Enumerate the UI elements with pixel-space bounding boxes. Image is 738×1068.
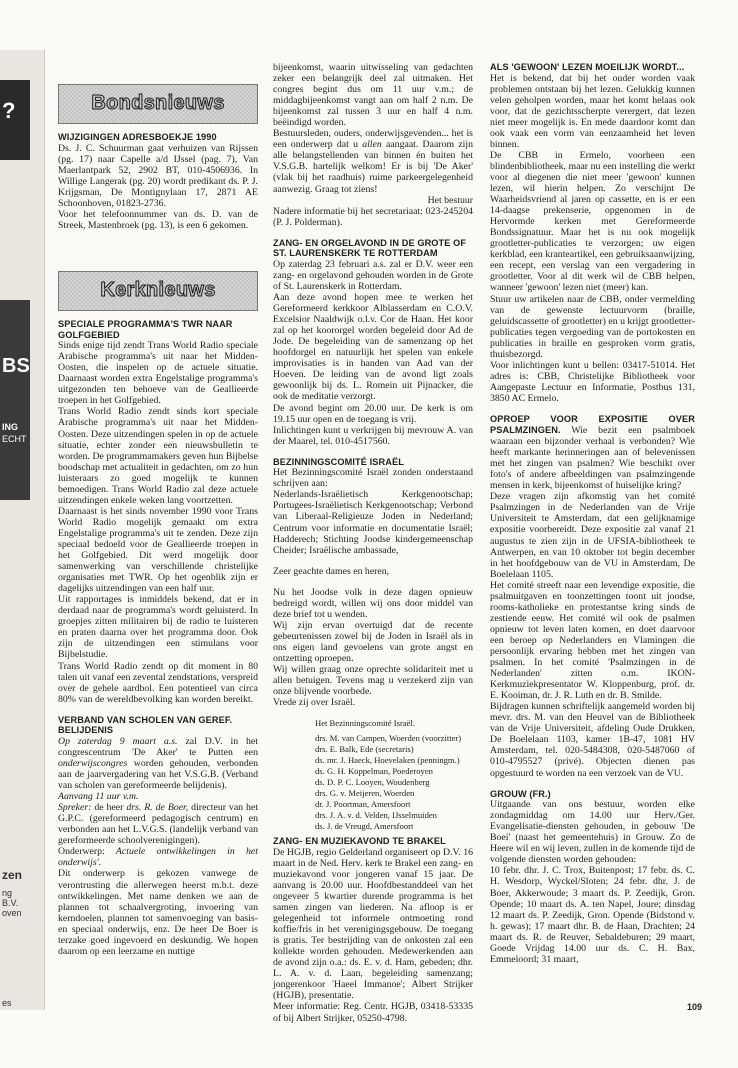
text: aangaat. Daarom zijn alle belangstellenden van binnen én buiten het V.S.G.B. hartelijk welkom! Er is bij 'De Aker' (vlak bij het raadhuis) ruime parkeergelegenheid aanwezig. Graag tot ziens! <box>273 139 474 195</box>
italic-subject: Actuele ontwikkelingen in het onderwijs'. <box>58 846 258 869</box>
paragraph: Uit rapportages is inmiddels bekend, dat er in derdaad naar de programma's wordt geluisterd. In groepjes zitten militairen bij de radio te luisteren en praten daarna over het programma door. Ook zijn de uitzendingen een stimulans voor Bijbelstudie. <box>58 594 258 661</box>
page-number: 109 <box>687 1002 703 1012</box>
edge-es: es <box>2 998 12 1008</box>
paragraph: Het Bezinningscomité Israël zonden onderstaand schrijven aan: <box>273 467 473 490</box>
signatory-line: ds. G. H. Koppelman, Poederoyen <box>315 766 433 777</box>
paragraph <box>273 128 473 194</box>
paragraph-speaker <box>58 802 258 846</box>
paragraph: Het comité streeft naar een levendige expositie, die psalmuitgaven en toonzettingen toont uit joodse, rooms-katholieke en protestantse kring sinds de zestiende eeuw. Het comité wil ook de psalmen opnieuw tot leven laten komen, en doet daarvoor een beroep op Nederlanders en Vlamingen die persoonlijk ervaring hebben met het zingen van psalmen. In het comité 'Psalmzingen in de Nederlanden' zitten o.m. IKON-Kerkmuziekpresentator W. Kloppenburg, prof. dr. E. Kooiman, dr. J. R. Luth en dr. B. Smilde. <box>490 579 695 702</box>
greeting: Zeer geachte dames en heren, <box>273 565 390 577</box>
edge-bs: BS <box>2 355 30 377</box>
paragraph: Uitgaande van ons bestuur, worden elke zondagmiddag om 14.00 uur Herv./Ger. Evangelisatie-diensten gehouden, in gebouw 'De Boei' (naast het gemeentehuis) in Grouw. Zo de Heere wil en wij leven, zullen in de komende tijd de volgende diensten worden gehouden: <box>490 799 695 866</box>
heading-gewoon-lezen: ALS 'GEWOON' LEZEN MOEILIJK WORDT... <box>490 62 685 72</box>
paragraph: De HGJB, regio Gelderland organiseert op D.V. 16 maart in de Ned. Herv. kerk te Brakel een zang- en muziekavond voor jongeren vanaf 15 jaar. De aanvang is 20.00 uur. Hoofdbestanddeel van het ongeveer 5 kwartier durende programma is het samen zingen van liederen. Na afloop is er gelegenheid tot informele ontmoeting rond koffie/fris in het verenigingsgebouw. De toegang is gratis. Ter bestrijding van de onkosten zal een kollekte worden gehouden. Medewerkenden aan de avond zijn o.a.: ds. E. v. d. Ham, gebeden; dhr. L. A. v. d. Laan, begeleiding samenzang; jongerenkoor 'Haeel Immanoe'; Albert Strijker (HGJB), presentatie. <box>273 846 473 1002</box>
paragraph: Voor inlichtingen kunt u bellen: 03417-51014. Het adres is: CBB, Christelijke Bibliotheek voor Aangepaste Lectuur en Informatie, Postbus 131, 3850 AC Ermelo. <box>490 359 695 404</box>
signatory-line: dr. J. Poortman, Amersfoort <box>315 799 411 810</box>
paragraph-time <box>58 791 258 802</box>
paragraph: Trans World Radio zendt sinds kort speciale Arabische programma's uit naar het Midden-Oosten. Deze uitzendingen spelen in op de actuele situatie, echter zonder een nieuwsbulletin te worden. De programmamakers geven hun Bijbelse boodschap met actualiteit in gedachten, om zo hun luisteraars zo goed mogelijk te kunnen bemoedigen. Trans World Radio zal deze actuele uitzendingen enkele weken lang voortzetten. <box>58 406 258 506</box>
signatory-line: ds. D. P. C. Looyen, Woudenberg <box>315 777 430 788</box>
heading-bezinningscomite: BEZINNINGSCOMITÉ ISRAËL <box>273 456 404 467</box>
paragraph: Dit onderwerp is gekozen vanwege de verontrusting die allerwegen heerst m.b.t. deze ontwikkelingen. Met name denken we aan de plannen tot schaalvergroting, invoering van kerndoelen, plannen tot samenvoeging van basis- en speciaal onderwijs, enz. De heer De Boer is terzake goed ingevoerd en deskundig. We hopen daarom op een leerzame en nuttige <box>58 868 258 957</box>
signatory-line: Het Bezinningscomité Israël. <box>315 718 415 729</box>
edge-bv: B.V. <box>2 898 19 908</box>
paragraph: Deze vragen zijn afkomstig van het comité Psalmzingen in de Nederlanden van de Vrije Universiteit te Amsterdam, dat een gelijknamige expositie voorbereidt. Deze expositie zal vanaf 21 augustus te zien zijn in de UFSIA-bibliotheek te Antwerpen, en van 10 oktober tot begin december in het hoofdgebouw van de VU in Amsterdam, De Boelelaan 1105. <box>490 491 695 580</box>
paragraph: Wij zijn ervan overtuigd dat de recente gebeurtenissen zowel bij de Joden in Israël als in ons eigen land gevoelens van grote angst en ontzetting oproepen. <box>273 619 473 664</box>
signatory-line: drs. J. A. v. d. Velden, IJsselmuiden <box>315 810 437 821</box>
paragraph-subject <box>58 846 258 868</box>
edge-zen: zen <box>2 868 23 882</box>
heading-oproep: OPROEP VOOR EXPOSITIE OVER PSALMZINGEN. <box>490 414 695 436</box>
paragraph: Stuur uw artikelen naar de CBB, onder vermelding van de gewenste lectuurvorm (braille, geluidscassette of grootletter) en u krijgt grootletter-publicaties tegen vergoeding van de portokosten en publicaties in braille en gesproken vorm gratis, thuisbezorgd. <box>490 293 695 360</box>
paragraph-congres <box>58 736 258 791</box>
heading-verband-scholen: VERBAND VAN SCHOLEN VAN GEREF. BELIJDENIS <box>58 714 233 736</box>
italic-time: Aanvang 11 uur v.m. <box>58 791 139 803</box>
heading-zang-orgelavond: ZANG- EN ORGELAVOND IN DE GROTE OF ST. LAURENSKERK TE ROTTERDAM <box>273 237 467 259</box>
text: worden gehouden, verbonden aan de jaarvergadering van het V.S.G.B. (Verband van scholen van gereformeerde belijdenis). <box>58 757 258 792</box>
paragraph: Bijdragen kunnen schriftelijk aangemeld worden bij mevr. drs. M. van den Heuvel van de Bibliotheek van de Vrije Universiteit, afdeling Oude Drukken, De Boelelaan 1103, kamer 1B-47, 1081 HV Amsterdam, tel. 020-5484308, 020-5487060 of 010-4795527 (privé). Objecten dienen pas opgestuurd te worden na een verzoek van de VU. <box>490 701 695 779</box>
paragraph: Ds. J. C. Schuurman gaat verhuizen van Rijssen (pg. 17) naar Capelle a/d IJssel (pag. 7), Van Maerlantpark 52, 2902 BT, 010-4506936. In Willige Langerak (pg. 20) wordt predikant ds. P. J. Krijgsman, De Montignylaan 17, 2871 AE Schoonhoven, 01823-2736. <box>58 142 258 209</box>
banner-kerknieuws <box>58 271 258 311</box>
paragraph: Nu het Joodse volk in deze dagen opnieuw bedreigd wordt, willen wij ons door middel van deze brief tot u wenden. <box>273 586 473 620</box>
paragraph: De avond begint om 20.00 uur. De kerk is om 19.15 uur open en de toegang is vrij. <box>273 402 473 425</box>
italic-name: drs. R. de Boer, <box>126 802 189 814</box>
italic-word: onderwijscongres <box>58 757 128 769</box>
text: zal D.V. in het congrescentrum 'De Aker' te Putten een <box>58 735 258 758</box>
italic-label: Spreker: <box>58 802 92 814</box>
adjacent-page-edge <box>0 50 45 1010</box>
paragraph: Nadere informatie bij het secretariaat: 023-245204 (P. J. Polderman). <box>273 205 473 228</box>
edge-oven: oven <box>2 908 22 918</box>
signatory-line: drs. E. Balk, Ede (secretaris) <box>315 744 414 755</box>
signature: Het bestuur <box>427 194 473 206</box>
edge-echt: ECHT <box>2 434 27 444</box>
text: Onderwerp: <box>58 846 105 858</box>
paragraph: bijeenkomst, waarin uitwisseling van gedachten zeker een belangrijk deel zal uitmaken. Het congres begint dus om 11 uur v.m.; de middagbijeenkomst vangt aan om half 2 n.m. De bijeenkomst zal tussen 3 uur en half 4 n.m. beëindigd worden. <box>273 62 473 129</box>
paragraph: Aan deze avond hopen mee te werken het Gereformeerd kerkkoor Alblasserdam en C.O.V. Excelsior Naaldwijk o.l.v. Cor de Haan. Het koor zal op het koororgel worden begeleid door Ad de Jode. De begeleiding van de samenzang op het hoofdorgel en natuurlijk het spelen van enkele improvisaties is in handen van Aad van der Hoeven. De leiding van de avond ligt zoals gewoonlijk bij ds. L. Romein uit Pijnacker, die ook de meditatie verzorgt. <box>273 292 473 403</box>
column-3 <box>490 62 695 965</box>
text: Wie bezit een psalmboek waaraan een bijzonder verhaal is verbonden? Wie heeft markante herinneringen aan of belevenissen met het zingen van psalmen? Wie beschikt over foto's of andere afbeeldingen van psalmzingende mensen in kerk, bijeenkomst of huiselijke kring? <box>490 425 695 492</box>
paragraph: Inlichtingen kunt u verkrijgen bij mevrouw A. van der Maarel, tel. 010-4517560. <box>273 424 473 447</box>
paragraph: Trans World Radio zendt op dit moment in 80 talen uit vanaf een zevental zendstations, verspreid over de gehele aardbol. Een potentieel van circa 80% van de wereldbevolking kan worden bereikt. <box>58 660 258 705</box>
paragraph: 10 febr. dhr. J. C. Trox, Buitenpost; 17 febr. ds. C. H. Wesdorp, Wyckel/Sloten; 24 febr. dhr. J. de Boer, Akkerwoude; 3 maart ds. P. Zeedijk, Gron. Opende; 10 maart ds. A. ten Napel, Joure; dinsdag 12 maart ds. P. Zeedijk, Gron. Opende (Bidstond v. h. gewas); 17 maart dhr. B. de Haan, Drachten; 24 maart ds. R. de Reuver, Sebaldeburen; 29 maart, Goede Vrijdag 14.00 uur ds. C. H. Bax, Emmeloord; 31 maart, <box>490 865 695 965</box>
heading-wijzigingen: WIJZIGINGEN ADRESBOEKJE 1990 <box>58 132 217 142</box>
heading-brakel: ZANG- EN MUZIEKAVOND TE BRAKEL <box>273 836 446 847</box>
edge-ng: ng <box>2 888 13 898</box>
banner-kerknieuws-label: Kerknieuws <box>100 279 216 302</box>
paragraph: Sinds enige tijd zendt Trans World Radio speciale Arabische programma's uit naar het Midden-Oosten, die inspelen op de actuele situatie. Daarnaast worden extra Engelstalige programma's uitgezonden ten behoeve van de Geallieerde troepen in het Golfgebied. <box>58 340 258 407</box>
paragraph: Nederlands-Israëlietisch Kerkgenootschap; Portugees-Israëlietisch Kerkgenootschap; Verbond van Liberaal-Religieuze Joden in Nederland; Centrum voor informatie en documentatie Israël; Hadderech; Stichting Joodse kindergemeenschap Cheider; Israëlische ambassade, <box>273 489 473 556</box>
heading-twr: SPECIALE PROGRAMMA'S TWR NAAR GOLFGEBIED <box>58 318 233 340</box>
column-2 <box>273 62 473 1024</box>
edge-question-mark: ? <box>2 98 16 123</box>
heading-grouw: GROUW (FR.) <box>490 788 551 799</box>
paragraph: Meer informatie: Reg. Centr. HGJB, 03418-53335 of bij Albert Strijker, 05250-4798. <box>273 1001 473 1024</box>
banner-bondsnieuws <box>58 84 258 124</box>
paragraph: De CBB in Ermelo, voorheen een blindenbibliotheek, maar nu een instelling die werkt voor al diegenen die niet meer 'gewoon' kunnen lezen, wil hierin helpen. Zo verschijnt De Waarheidsvriend al jaren op cassette, en is er een 14-daagse prekenserie, opgenomen in de Hervormde kerken met Gereformeerde Bondssignatuur. Maar het is nu ook mogelijk grootletter-publicaties te verzorgen; uw eigen kerkblad, een kranteartikel, een gebruiksaanwijzing, een recept, een verslag van een vergadering in grootletter. Voor al dit werk wil de CBB helpen, wanneer 'gewoon' lezen niet (meer) kan. <box>490 149 695 294</box>
column-1 <box>58 84 258 957</box>
signatory-line: drs. M. van Campen, Woerden (voorzitter) <box>315 733 462 744</box>
paragraph-oproep <box>490 414 695 491</box>
italic-word: allen <box>362 139 382 151</box>
paragraph: Daarnaast is het sinds november 1990 voor Trans World Radio mogelijk gemaakt om extra Engelstalige programma's uit te zenden. Deze zijn speciaal bedoeld voor de Geallieerde troepen in het Golfgebied. Dit werd mogelijk door samenwerking van verschillende christelijke organisaties met TWR. Op het ogenblik zijn er dagelijks uitzendingen van een half uur. <box>58 505 258 595</box>
italic-date: Op zaterdag 9 maart a.s. <box>58 735 178 747</box>
text: de heer <box>91 802 127 814</box>
text: directeur van het G.P.C. (gereformeerd pedagogisch centrum) en verbonden aan het L.V.G.S. (landelijk verband van gereformeerde schoolverenigingen). <box>58 802 258 847</box>
paragraph: Het is bekend, dat bij het ouder worden vaak problemen ontstaan bij het lezen. Gelukkig kunnen velen geholpen worden, maar het komt helaas ook voor, dat de gezichtsscherpte verergert, dat lezen niet meer mogelijk is. En mede daardoor komt dan ook vaak een vorm van eenzaamheid het leven binnen. <box>490 72 695 150</box>
banner-bondsnieuws-label: Bondsnieuws <box>91 92 225 115</box>
paragraph: Op zaterdag 23 februari a.s. zal er D.V. weer een zang- en orgelavond gehouden worden in de Grote of St. Laurenskerk in Rotterdam. <box>273 258 473 292</box>
signatory-line: ds. J. de Vreugd, Amersfoort <box>315 821 414 832</box>
paragraph: Vrede zij over Israël. <box>273 697 356 709</box>
edge-dark-block-2 <box>0 300 30 500</box>
paragraph: Wij willen graag onze oprechte solidariteit met u allen betuigen. Tevens mag u verzekerd zijn van onze blijvende voorbede. <box>273 664 473 698</box>
text: Bestuursleden, ouders, onderwijsgevenden... het is een onderwerp dat u <box>273 128 473 151</box>
edge-ing: ING <box>2 422 19 432</box>
paragraph: Voor het telefoonnummer van ds. D. van de Streek, Mastenbroek (pg. 13), is een 6 gekomen. <box>58 208 258 231</box>
signatory-line: drs. G. v. Meijeren, Woerden <box>315 788 415 799</box>
signatory-line: ds. mr. J. Haeck, Hoevelaken (penningm.) <box>315 755 460 766</box>
